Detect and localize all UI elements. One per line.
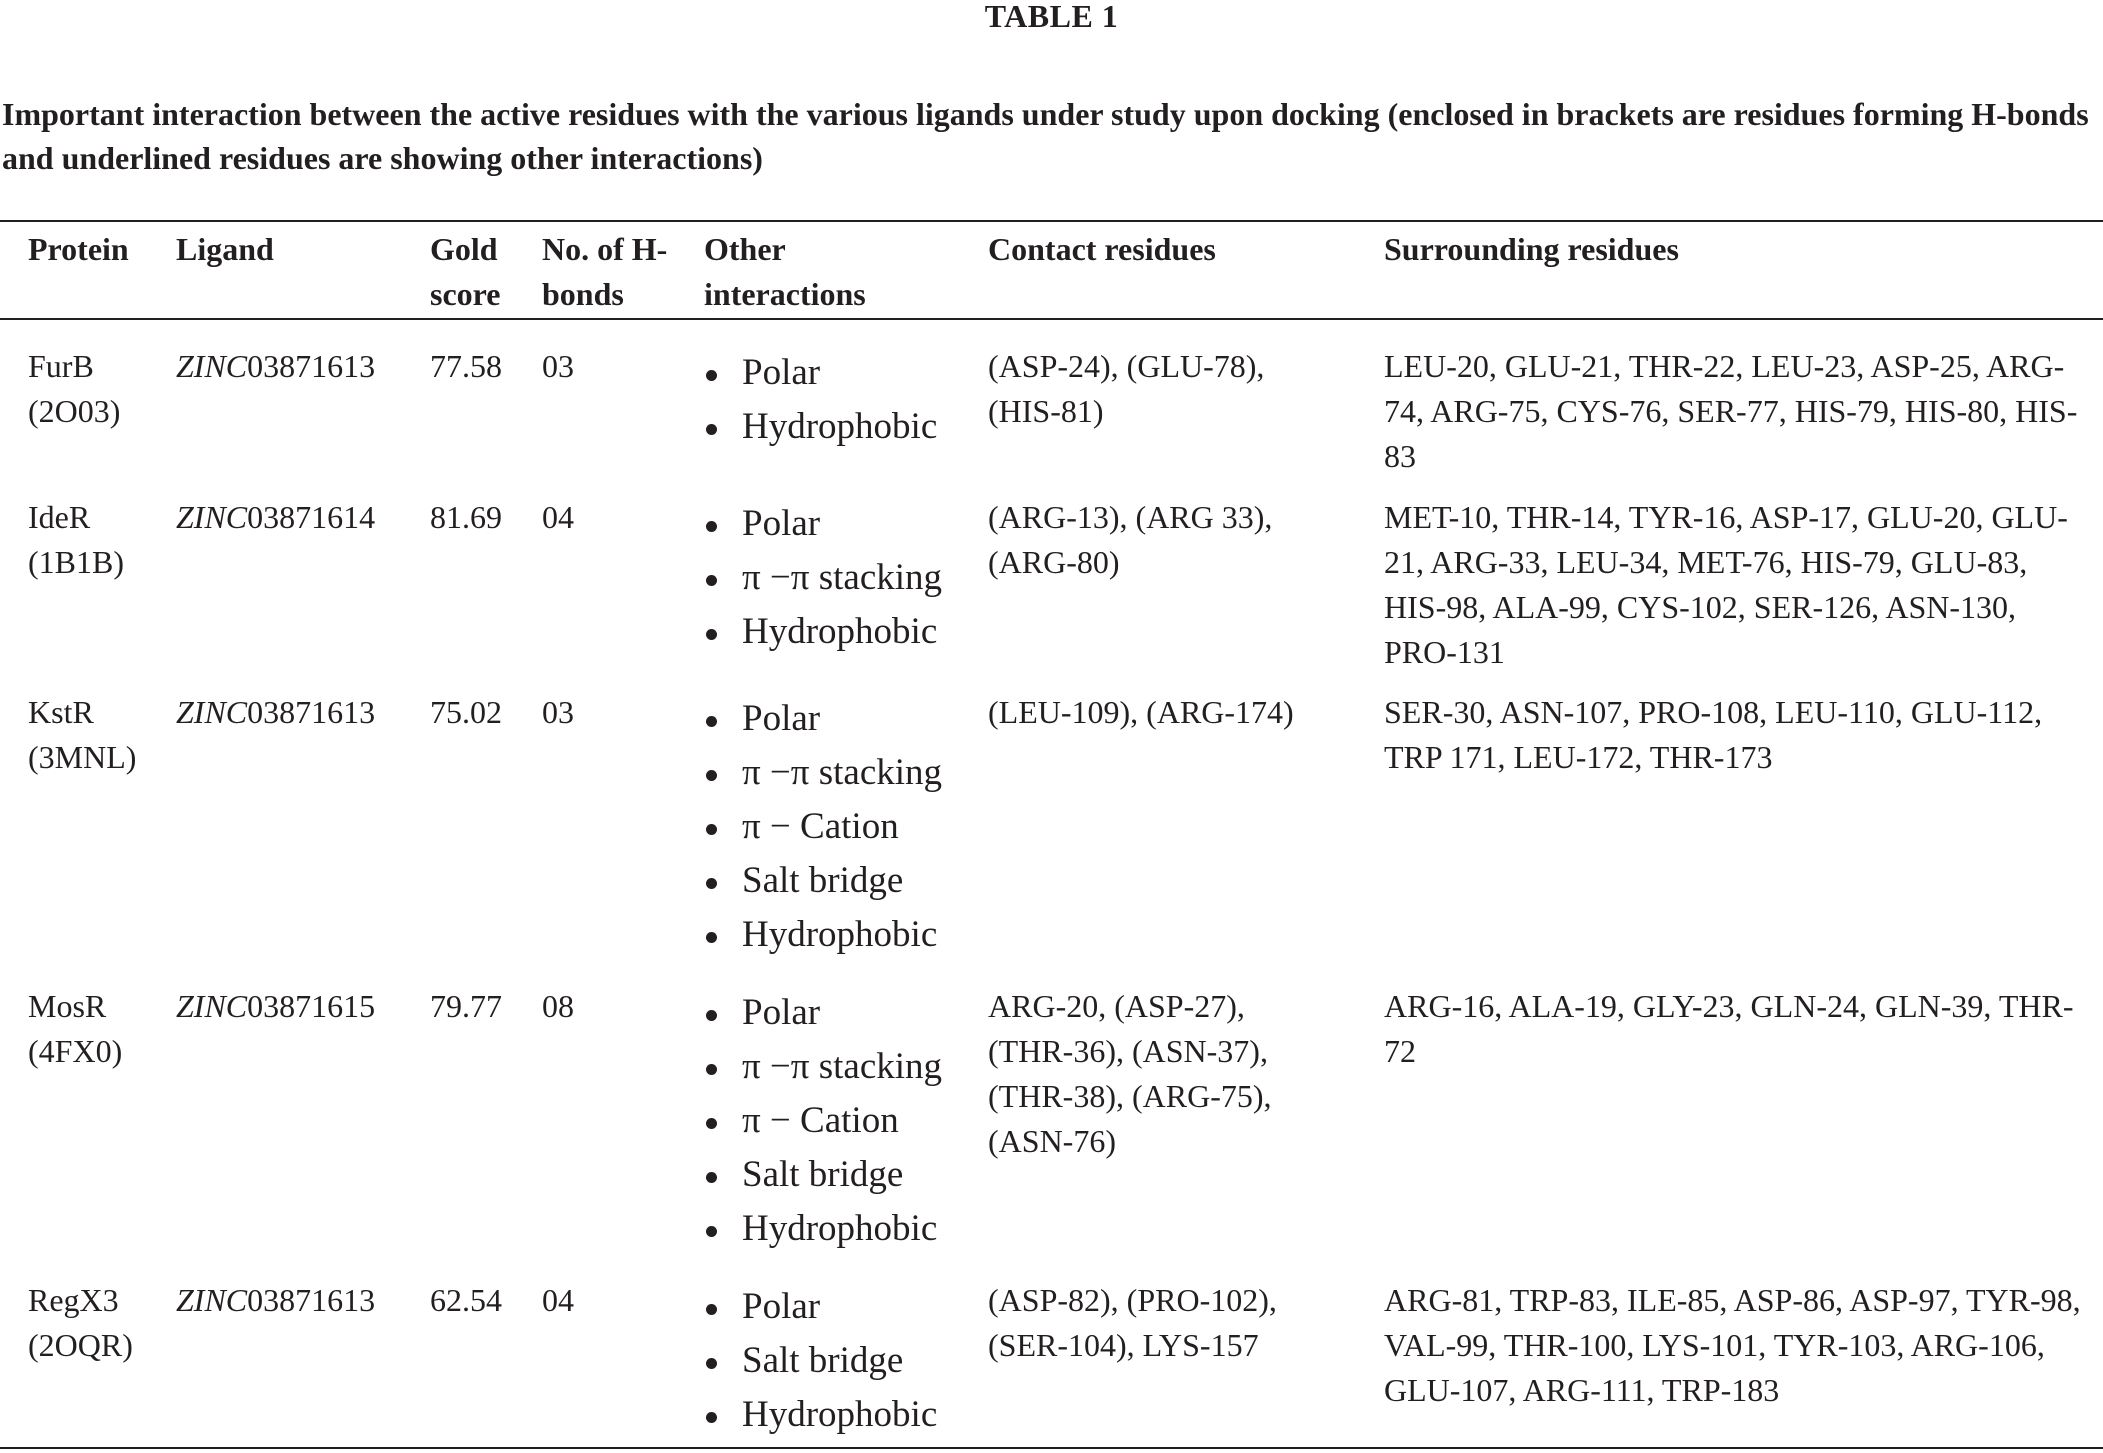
surrounding-residues: ARG-16, ALA-19, GLY-23, GLN-24, GLN-39, THR-72 — [1384, 988, 2074, 1069]
header-surrounding-residues: Surrounding residues — [1384, 231, 1679, 267]
interaction-item: Polar — [702, 692, 942, 746]
interaction-list — [702, 692, 942, 962]
contact-residues: ARG-20, (ASP-27), (THR-36), (ASN-37), (THR-38), (ARG-75), (ASN-76) — [988, 988, 1272, 1159]
protein-name: RegX3 — [28, 1282, 119, 1318]
surrounding-residues: ARG-81, TRP-83, ILE-85, ASP-86, ASP-97, TYR-98, VAL-99, THR-100, LYS-101, TYR-103, ARG-106, GLU-107, ARG-111, TRP-183 — [1384, 1282, 2081, 1408]
interaction-item: Salt bridge — [702, 1334, 937, 1388]
interaction-item: Hydrophobic — [702, 1202, 942, 1256]
ligand-id: ZINC03871614 — [176, 499, 376, 535]
gold-score: 79.77 — [430, 988, 502, 1024]
interaction-list — [702, 986, 942, 1256]
gold-score: 81.69 — [430, 499, 502, 535]
h-bond-count: 08 — [542, 988, 574, 1024]
protein-pdb-id: (2OQR) — [28, 1327, 133, 1363]
table-bottom-rule — [0, 1447, 2103, 1449]
ligand-id: ZINC03871613 — [176, 694, 376, 730]
header-other-interactions: Other interactions — [704, 231, 866, 312]
ligand-id: ZINC03871613 — [176, 348, 376, 384]
protein-pdb-id: (2O03) — [28, 393, 121, 429]
interaction-item: Polar — [702, 346, 937, 400]
protein-pdb-id: (3MNL) — [28, 739, 137, 775]
h-bond-count: 03 — [542, 694, 574, 730]
interaction-list — [702, 497, 942, 659]
interaction-item: Salt bridge — [702, 854, 942, 908]
surrounding-residues: SER-30, ASN-107, PRO-108, LEU-110, GLU-112, TRP 171, LEU-172, THR-173 — [1384, 694, 2043, 775]
ligand-id: ZINC03871613 — [176, 1282, 376, 1318]
h-bond-count: 04 — [542, 499, 574, 535]
surrounding-residues: MET-10, THR-14, TYR-16, ASP-17, GLU-20, GLU-21, ARG-33, LEU-34, MET-76, HIS-79, GLU-83, HIS-98, ALA-99, CYS-102, SER-126, ASN-130, PRO-131 — [1384, 499, 2068, 670]
interaction-item: Hydrophobic — [702, 1388, 937, 1442]
gold-score: 75.02 — [430, 694, 502, 730]
interaction-item: Polar — [702, 1280, 937, 1334]
table-label: TABLE 1 — [984, 0, 1119, 34]
interaction-item: Salt bridge — [702, 1148, 942, 1202]
header-contact-residues: Contact residues — [988, 231, 1216, 267]
header-h-bonds: No. of H-bonds — [542, 231, 668, 312]
interaction-item: Hydrophobic — [702, 400, 937, 454]
protein-pdb-id: (1B1B) — [28, 544, 124, 580]
interaction-item: π −π stacking — [702, 1040, 942, 1094]
protein-pdb-id: (4FX0) — [28, 1033, 123, 1069]
ligand-id: ZINC03871615 — [176, 988, 376, 1024]
protein-name: KstR — [28, 694, 94, 730]
surrounding-residues: LEU-20, GLU-21, THR-22, LEU-23, ASP-25, ARG-74, ARG-75, CYS-76, SER-77, HIS-79, HIS-80, HIS-83 — [1384, 348, 2078, 474]
interaction-item: Polar — [702, 986, 942, 1040]
interaction-item: Polar — [702, 497, 942, 551]
contact-residues: (LEU-109), (ARG-174) — [988, 694, 1294, 730]
header-protein: Protein — [28, 231, 129, 267]
interaction-item: π −π stacking — [702, 551, 942, 605]
contact-residues: (ARG-13), (ARG 33), (ARG-80) — [988, 499, 1273, 580]
interaction-item: Hydrophobic — [702, 605, 942, 659]
gold-score: 77.58 — [430, 348, 502, 384]
interaction-item: Hydrophobic — [702, 908, 942, 962]
interaction-list — [702, 346, 937, 454]
protein-name: MosR — [28, 988, 107, 1024]
table-top-rule — [0, 220, 2103, 222]
table-header-rule — [0, 318, 2103, 320]
interaction-item: π − Cation — [702, 800, 942, 854]
table-caption: Important interaction between the active residues with the various ligands under study upon docking (enclosed in brackets are residues forming H-bonds and underlined residues are showing other interactions) — [2, 96, 2089, 176]
interaction-item: π −π stacking — [702, 746, 942, 800]
header-gold-score: Gold score — [430, 231, 501, 312]
contact-residues: (ASP-24), (GLU-78), (HIS-81) — [988, 348, 1265, 429]
interaction-list — [702, 1280, 937, 1442]
protein-name: FurB — [28, 348, 94, 384]
h-bond-count: 04 — [542, 1282, 574, 1318]
protein-name: IdeR — [28, 499, 91, 535]
h-bond-count: 03 — [542, 348, 574, 384]
gold-score: 62.54 — [430, 1282, 502, 1318]
interaction-item: π − Cation — [702, 1094, 942, 1148]
header-ligand: Ligand — [176, 231, 274, 267]
contact-residues: (ASP-82), (PRO-102), (SER-104), LYS-157 — [988, 1282, 1277, 1363]
